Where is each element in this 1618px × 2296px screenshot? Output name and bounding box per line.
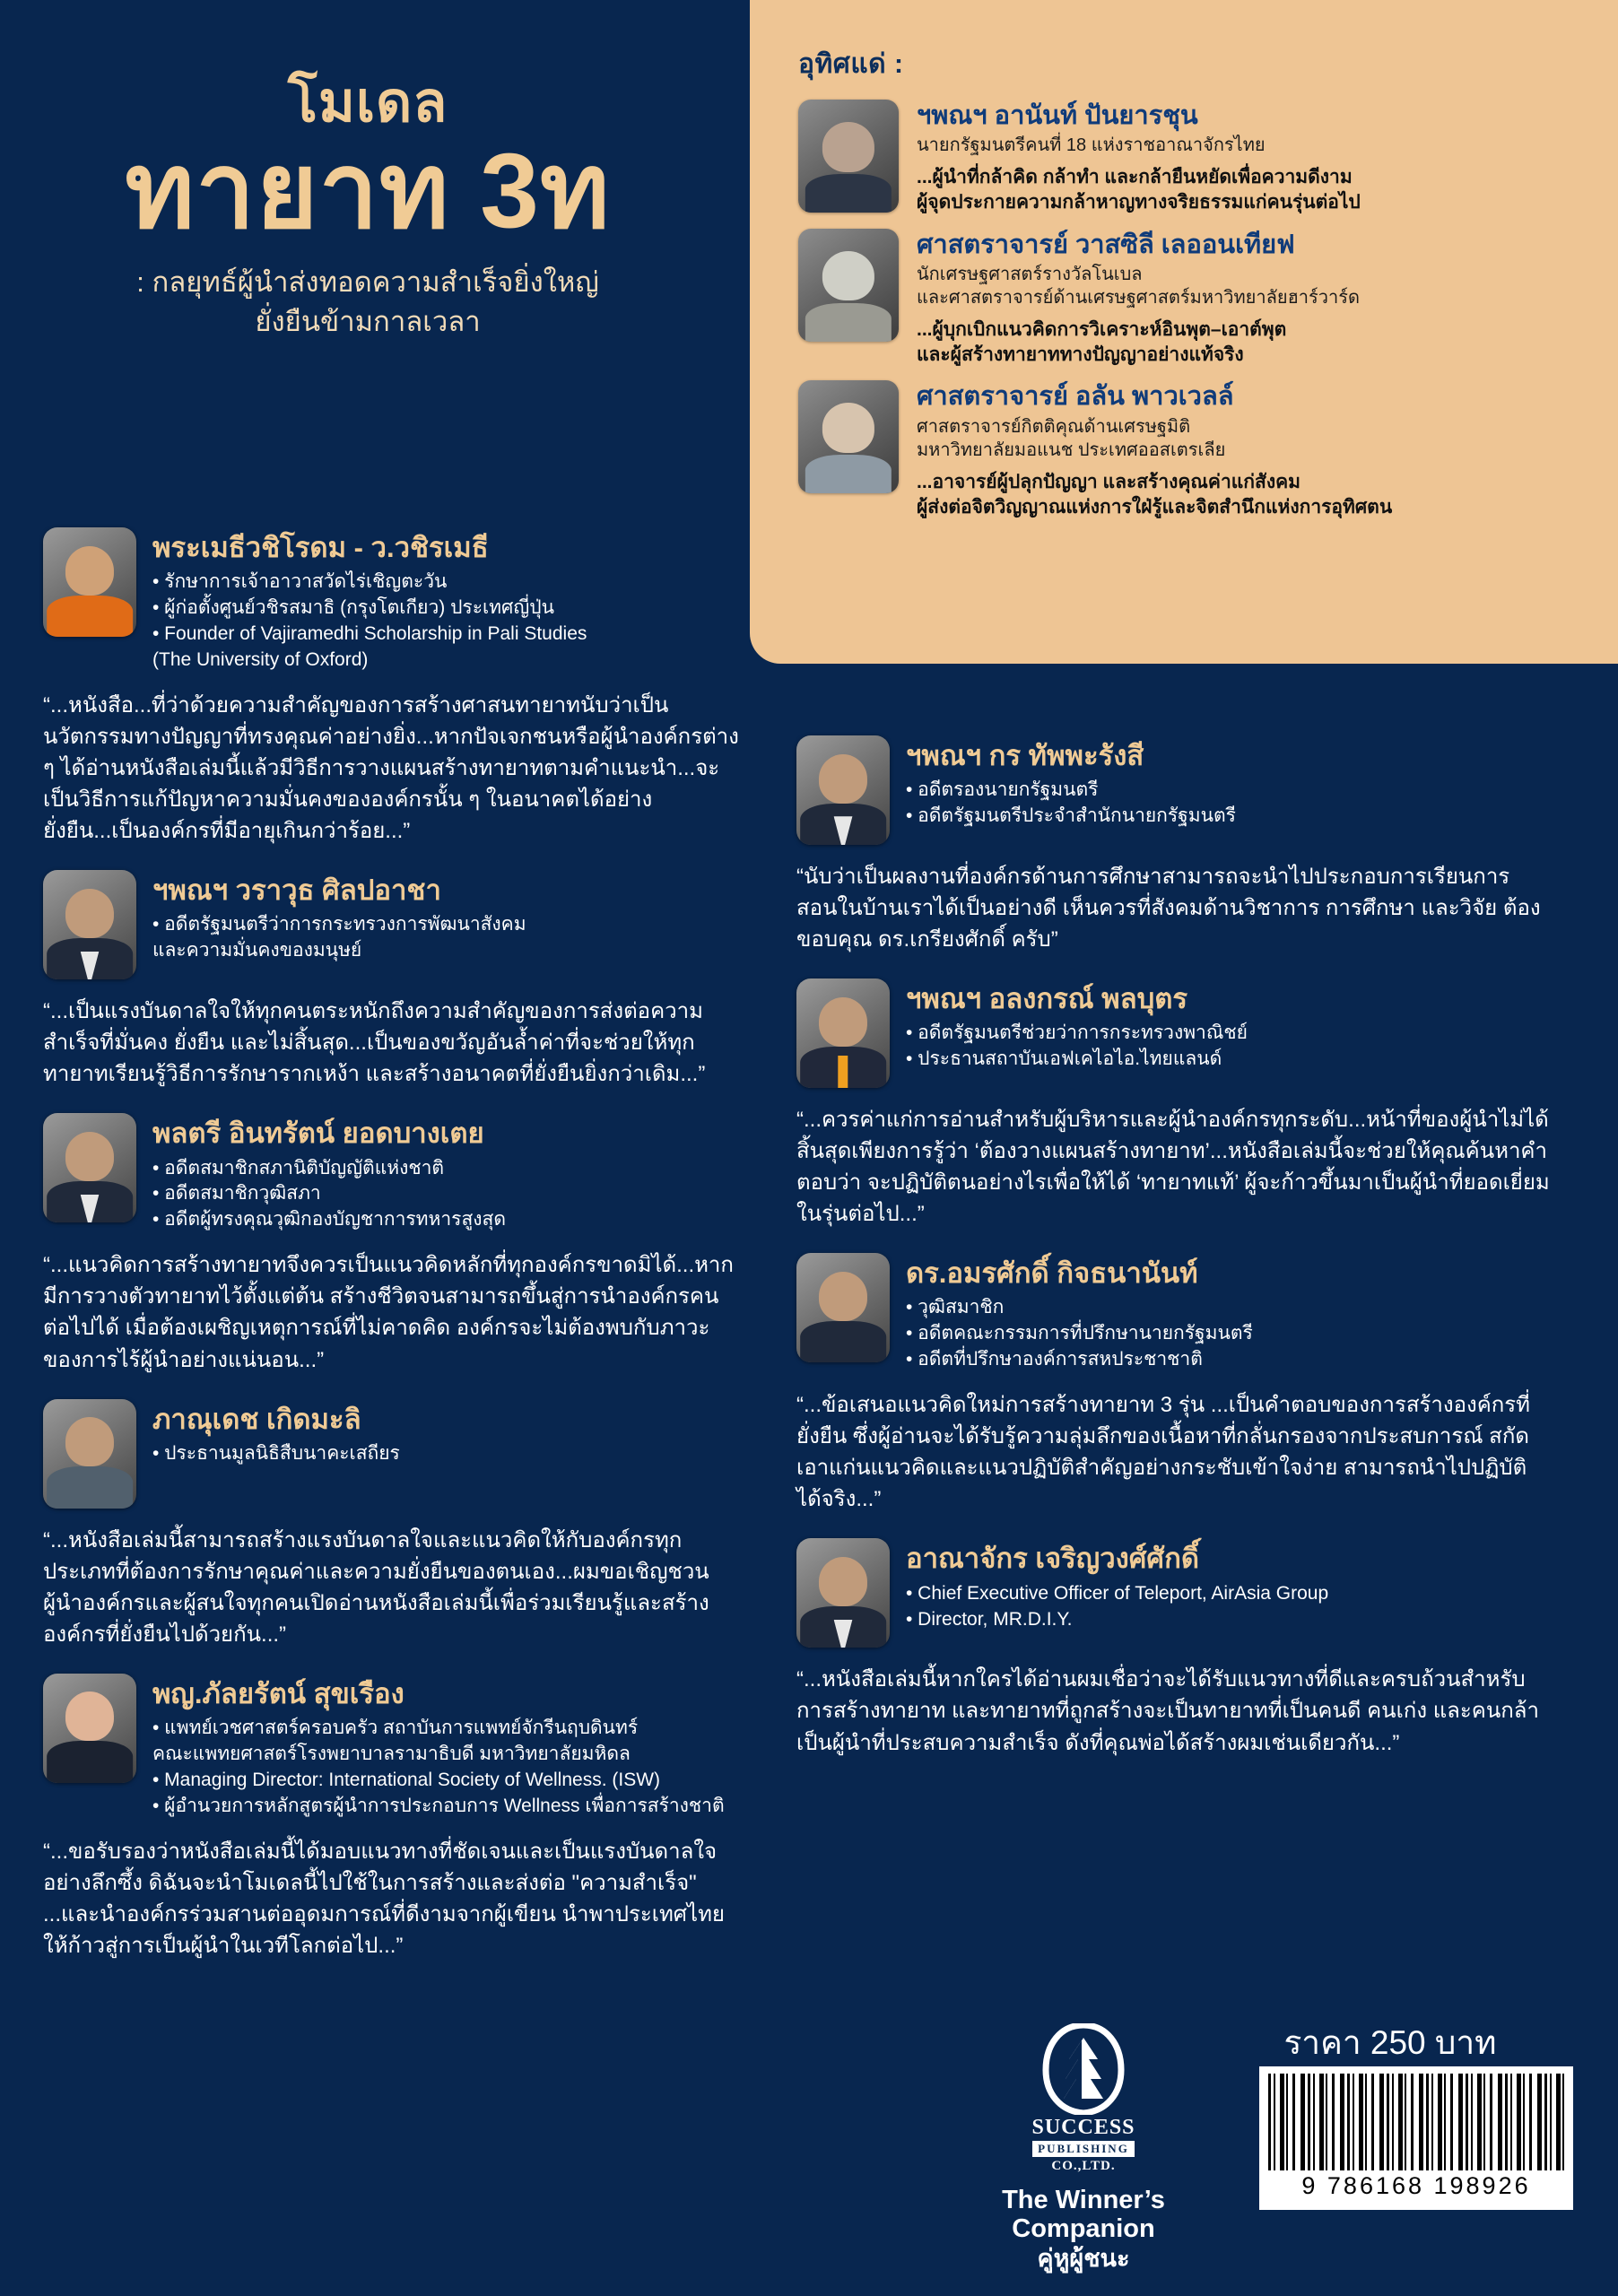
testimonial-header (43, 1113, 743, 1233)
portrait-panudej-photo (43, 1399, 136, 1509)
testimonial-role-line: คณะแพทยศาสตร์โรงพยาบาลรามาธิบดี มหาวิทยาลัยมหิดล (152, 1743, 631, 1764)
testimonial-item (796, 735, 1550, 955)
isbn-barcode (1259, 2066, 1573, 2210)
testimonial-item (796, 978, 1550, 1230)
success-tree-logo-icon (1042, 2023, 1125, 2115)
dedication-panel (750, 0, 1618, 664)
portrait-varawut-photo (43, 870, 136, 979)
testimonial-role-line: • อดีตรัฐมนตรีว่าการกระทรวงการพัฒนาสังคม (152, 914, 526, 935)
publisher-logo (949, 2023, 1218, 2273)
portrait-head-shape (65, 1417, 114, 1466)
title-block (0, 72, 735, 342)
dedication-entry (798, 229, 1582, 369)
testimonial-name: พลตรี อินทรัตน์ ยอดบางเตย (152, 1118, 484, 1150)
publisher-sublabel: PUBLISHING (1032, 2141, 1135, 2157)
dedication-entry-name: ฯพณฯ อานันท์ ปันยารชุน (917, 101, 1198, 130)
testimonial-role-line: • อดีตรองนายกรัฐมนตรี (906, 779, 1099, 801)
testimonial-name: พญ.ภัลยรัตน์ สุขเรือง (152, 1677, 404, 1709)
testimonial-name: ฯพณฯ กร ทัพพะรังสี (906, 740, 1144, 771)
testimonial-roles (152, 1716, 743, 1820)
dedication-entry-quote (917, 165, 1582, 215)
testimonial-role-line: (The University of Oxford) (152, 649, 369, 671)
testimonial-quote: “นับว่าเป็นผลงานที่องค์กรด้านการศึกษาสามารถจะนำไปประกอบการเรียนการสอนในบ้านเราได้เป็นอย่างดี เห็นควรที่สังคมด้านวิชาการ การศึกษา และวิจัย ต้องขอบคุณ ดร.เกรียงศักดิ์ ครับ” (796, 865, 1541, 952)
dedication-entry-role (917, 263, 1582, 309)
portrait-anajak-photo (796, 1538, 890, 1648)
portrait-head-shape (65, 1132, 114, 1181)
dedication-heading: อุทิศแด่ : (798, 49, 904, 79)
testimonial-info (906, 735, 1550, 830)
title-subtitle (0, 263, 735, 342)
testimonial-info (152, 527, 743, 674)
portrait-head-shape (819, 754, 867, 804)
testimonial-quote: “...ขอรับรองว่าหนังสือเล่มนี้ได้มอบแนวทางที่ชัดเจนและเป็นแรงบันดาลใจอย่างลึกซึ้ง ดิฉันจะนำโมเดลนี้ไปใช้ในการสร้างและส่งต่อ "ความสำเร็จ" ...และนำองค์กรร่วมสานต่ออุดมการณ์ที่ดีงามจากผู้เขียน นำพาประเทศไทยให้ก้าวสู่การเป็นผู้นำในเวทีโลกต่อไป...” (43, 1839, 725, 1958)
publisher-name: SUCCESS (1031, 2116, 1135, 2139)
portrait-intarat-photo (43, 1113, 136, 1222)
portrait-amornsak-photo (796, 1253, 890, 1362)
testimonial-role-line: • Managing Director: International Society of Wellness. (ISW) (152, 1769, 661, 1790)
testimonial-name: ภาณุเดช เกิดมะลิ (152, 1403, 361, 1435)
testimonial-item (43, 527, 743, 847)
portrait-head-shape (822, 403, 874, 452)
testimonial-name: พระเมธีวชิโรดม - ว.วชิรเมธี (152, 532, 489, 563)
dedication-entry-role: นายกรัฐมนตรีคนที่ 18 แห่งราชอาณาจักรไทย (917, 135, 1266, 156)
portrait-body-shape (805, 174, 892, 213)
testimonial-info (152, 1674, 743, 1820)
publisher-company-suffix: CO.,LTD. (1051, 2159, 1116, 2174)
dedication-entry-quote (917, 317, 1582, 368)
portrait-head-shape (65, 546, 114, 596)
portrait-body-shape (47, 596, 133, 637)
testimonial-roles (906, 1295, 1550, 1373)
testimonial-roles (906, 1581, 1550, 1633)
testimonial-role-line: • อดีตสมาชิกสภานิติบัญญัติแห่งชาติ (152, 1157, 445, 1178)
dedication-quote-line: ...ผู้บุกเบิกแนวคิดการวิเคราะห์อินพุต–เอาต์พุต (917, 318, 1287, 340)
portrait-body-shape (805, 455, 892, 493)
footer (796, 2016, 1586, 2272)
testimonial-item (796, 1253, 1550, 1515)
testimonial-header (796, 1538, 1550, 1648)
portrait-palayarat-photo (43, 1674, 136, 1783)
testimonial-name: ฯพณฯ วราวุธ ศิลปอาชา (152, 874, 441, 907)
testimonial-role-line: • Chief Executive Officer of Teleport, AirAsia Group (906, 1582, 1329, 1604)
testimonial-info (906, 978, 1550, 1073)
testimonial-name: ฯพณฯ อลงกรณ์ พลบุตร (906, 983, 1188, 1015)
portrait-head-shape (822, 251, 874, 300)
testimonial-item (43, 1674, 743, 1961)
testimonial-name: ดร.อมรศักดิ์ กิจธนานันท์ (906, 1257, 1198, 1290)
testimonial-role-line: • Director, MR.D.I.Y. (906, 1608, 1073, 1630)
barcode-bars (1268, 2074, 1564, 2170)
testimonial-info (906, 1253, 1550, 1373)
testimonial-role-line: • ผู้ก่อตั้งศูนย์วชิรสมาธิ (กรุงโตเกียว) ประเทศญี่ปุ่น (152, 597, 554, 619)
testimonial-column-left (43, 527, 743, 1985)
dedication-entry-text (917, 229, 1582, 369)
portrait-alongkorn-photo (796, 978, 890, 1088)
testimonial-header (796, 978, 1550, 1088)
dedication-quote-line: ...ผู้นำที่กล้าคิด กล้าทำ และกล้ายืนหยัดเพื่อความดีงาม (917, 167, 1353, 188)
portrait-monk-photo (43, 527, 136, 637)
dedication-quote-line: ผู้จุดประกายความกล้าหาญทางจริยธรรมแก่คนรุ่นต่อไป (917, 192, 1361, 213)
testimonial-role-line: • ประธานมูลนิธิสืบนาคะเสถียร (152, 1442, 400, 1464)
testimonial-name: อาณาจักร เจริญวงศ์ศักดิ์ (906, 1543, 1200, 1575)
portrait-body-shape (800, 1321, 886, 1362)
portrait-head-shape (819, 997, 867, 1047)
dedication-entry-name: ศาสตราจารย์ วาสซิลี เลออนเทียฟ (917, 230, 1295, 259)
title-subtitle-line2: ยั่งยืนข้ามกาลเวลา (255, 306, 481, 338)
portrait-korn-photo (796, 735, 890, 845)
dedication-role-line: นักเศรษฐศาสตร์รางวัลโนเบล (917, 264, 1143, 284)
testimonial-role-line: • อดีตสมาชิกวุฒิสภา (152, 1183, 321, 1205)
portrait-head-shape (819, 1272, 867, 1321)
testimonial-quote: “...หนังสือเล่มนี้สามารถสร้างแรงบันดาลใจและแนวคิดให้กับองค์กรทุกประเภทที่ต้องการรักษาคุณค่าและความยั่งยืนของตนเอง...ผมขอเชิญชวนผู้นำองค์กรและผู้สนใจทุกคนเปิดอ่านหนังสือเล่มนี้เพื่อร่วมเรียนรู้และสร้างองค์กรที่ยั่งยืนไปด้วยกัน...” (43, 1527, 709, 1647)
testimonial-info (906, 1538, 1550, 1632)
testimonial-quote: “...เป็นแรงบันดาลใจให้ทุกคนตระหนักถึงความสำคัญของการส่งต่อความสำเร็จที่มั่นคง ยั่งยืน และไม่สิ้นสุด...เป็นของขวัญอันล้ำค่าที่จะช่วยให้ทุกทายาทเรียนรู้วิธีการรักษารากเหง้า และสร้างอนาคตที่ยั่งยืนยิ่งกว่าเดิม...” (43, 999, 706, 1087)
testimonial-header (796, 1253, 1550, 1373)
dedication-entry-name: ศาสตราจารย์ อลัน พาวเวลล์ (917, 382, 1234, 412)
dedication-entry (798, 380, 1582, 520)
tagline-english: The Winner’s Companion (1002, 2186, 1165, 2244)
dedication-entry-quote (917, 470, 1582, 520)
testimonial-role-line: • แพทย์เวชศาสตร์ครอบครัว สถาบันการแพทย์จักรีนฤบดินทร์ (152, 1717, 639, 1738)
testimonial-roles (906, 1021, 1550, 1073)
testimonial-header (796, 735, 1550, 845)
testimonial-role-line: • อดีตรัฐมนตรีประจำสำนักนายกรัฐมนตรี (906, 805, 1236, 827)
testimonial-roles (906, 778, 1550, 830)
testimonial-role-line: • ผู้อำนวยการหลักสูตรผู้นำการประกอบการ Wellness เพื่อการสร้างชาติ (152, 1795, 725, 1816)
tagline-thai: คู่หูผู้ชนะ (1037, 2244, 1130, 2272)
testimonial-header (43, 527, 743, 674)
portrait-head-shape (65, 1692, 114, 1741)
testimonial-header (43, 1674, 743, 1820)
dedication-entry-role (917, 415, 1582, 462)
page-title: ทายาท 3ท (125, 132, 611, 250)
testimonial-item (43, 1399, 743, 1650)
dedication-entry-text (917, 100, 1582, 216)
dedication-quote-line: และผู้สร้างทายาททางปัญญาอย่างแท้จริง (917, 344, 1244, 366)
testimonial-info (152, 870, 743, 964)
testimonial-quote: “...ข้อเสนอแนวคิดใหม่การสร้างทายาท 3 รุ่น ...เป็นคำตอบของการสร้างองค์กรที่ยั่งยืน ซึ่งผู้อ่านจะได้รับรู้ความลุ่มลึกของเนื้อหาที่กลั่นกรองจากประสบการณ์ สกัดเอาแก่นแนวคิดและแนวปฏิบัติสำคัญอย่างกระชับเข้าใจง่าย สามารถนำไปปฏิบัติได้จริง...” (796, 1393, 1530, 1512)
testimonial-role-line: • ประธานสถาบันเอฟเคไอไอ.ไทยแลนด์ (906, 1048, 1222, 1070)
testimonial-role-line: • อดีตรัฐมนตรีช่วยว่าการกระทรวงพาณิชย์ (906, 1022, 1248, 1044)
testimonial-role-line: • อดีตผู้ทรงคุณวุฒิกองบัญชาการทหารสูงสุด (152, 1209, 506, 1231)
testimonial-quote: “...ควรค่าแก่การอ่านสำหรับผู้บริหารและผู้นำองค์กรทุกระดับ...หน้าที่ของผู้นำไม่ได้สิ้นสุดเพียงการรู้ว่า ‘ต้องวางแผนสร้างทายาท’...หนังสือเล่มนี้จะช่วยให้คุณค้นหาคำตอบว่า จะปฏิบัติตนอย่างไรเพื่อให้ได้ ‘ทายาทแท้’ ผู้จะก้าวขึ้นมาเป็นผู้นำที่ยอดเยี่ยมในรุ่นต่อไป...” (796, 1108, 1550, 1227)
portrait-body-shape (805, 303, 892, 342)
title-kicker: โมเดล (287, 72, 448, 134)
testimonial-roles (152, 570, 743, 674)
dedication-entry-text (917, 380, 1582, 520)
testimonial-roles (152, 912, 743, 964)
testimonial-role-line: และความมั่นคงของมนุษย์ (152, 940, 362, 961)
portrait-head-shape (65, 889, 114, 938)
testimonial-item (43, 1113, 743, 1375)
dedication-quote-line: ผู้ส่งต่อจิตวิญญาณแห่งการใฝ่รู้และจิตสำนึกแห่งการอุทิศตน (917, 496, 1393, 517)
testimonial-quote: “...หนังสือเล่มนี้หากใครได้อ่านผมเชื่อว่าจะได้รับแนวทางที่ดีและครบถ้วนสำหรับการสร้างทายาท และทายาทที่ถูกสร้างจะเป็นทายาทที่เป็นคนดี คนเก่ง และคนกล้า เป็นผู้นำที่ประสบความสำเร็จ ดังที่คุณพ่อได้สร้างผมเช่นเดียวกัน...” (796, 1667, 1539, 1755)
dedication-role-line: ศาสตราจารย์กิตติคุณด้านเศรษฐมิติ (917, 416, 1191, 437)
dedication-entry (798, 100, 1582, 216)
testimonial-quote: “...หนังสือ...ที่ว่าด้วยความสำคัญของการสร้างศาสนทายาทนับว่าเป็นนวัตกรรมทางปัญญาที่ทรงคุณค่าอย่างยิ่ง...หากปัจเจกชนหรือผู้นำองค์กรต่าง ๆ ได้อ่านหนังสือเล่มนี้แล้วมีวิธีการวางแผนสร้างทายาทตามคำแนะนำ...จะเป็นวิธีการแก้ปัญหาความมั่นคงขององค์กรนั้น ๆ ในอนาคตได้อย่างยั่งยืน...เป็นองค์กรที่มีอายุเกินกว่าร้อย...” (43, 693, 739, 844)
testimonial-info (152, 1113, 743, 1233)
testimonial-quote: “...แนวคิดการสร้างทายาทจึงควรเป็นแนวคิดหลักที่ทุกองค์กรขาดมิได้...หากมีการวางตัวทายาทไว้ตั้งแต่ต้น สร้างชีวิตจนสามารถขึ้นสู่การนำองค์กรคนต่อไปได้ เมื่อต้องเผชิญเหตุการณ์ที่ไม่คาดคิด องค์กรจะไม่ต้องพบกับภาวะของการไร้ผู้นำอย่างแน่นอน...” (43, 1253, 734, 1372)
testimonial-role-line: • Founder of Vajiramedhi Scholarship in Pali Studies (152, 623, 587, 645)
portrait-head-shape (819, 1557, 867, 1606)
portrait-anand-photo (798, 100, 899, 213)
portrait-body-shape (47, 1466, 133, 1508)
testimonial-role-line: • อดีตที่ปรึกษาองค์การสหประชาชาติ (906, 1349, 1203, 1370)
testimonial-column-right (796, 735, 1550, 1782)
dedication-quote-line: ...อาจารย์ผู้ปลุกปัญญา และสร้างคุณค่าแก่สังคม (917, 471, 1300, 492)
testimonial-info (152, 1399, 743, 1467)
portrait-body-shape (47, 1741, 133, 1782)
dedication-role-line: และศาสตราจารย์ด้านเศรษฐศาสตร์มหาวิทยาลัยฮาร์วาร์ด (917, 287, 1360, 308)
portrait-head-shape (822, 122, 874, 171)
testimonial-item (796, 1538, 1550, 1758)
testimonial-header (43, 870, 743, 979)
portrait-leontief-photo (798, 229, 899, 342)
portrait-powell-photo (798, 380, 899, 493)
testimonial-header (43, 1399, 743, 1509)
testimonial-role-line: • อดีตคณะกรรมการที่ปรึกษานายกรัฐมนตรี (906, 1323, 1253, 1344)
testimonial-role-line: • วุฒิสมาชิก (906, 1297, 1005, 1318)
testimonial-roles (152, 1156, 743, 1234)
dedication-role-line: มหาวิทยาลัยมอแนช ประเทศออสเตรเลีย (917, 439, 1226, 460)
portrait-tie-shape (838, 1056, 848, 1089)
testimonial-item (43, 870, 743, 1090)
barcode-number: 9 786168 198926 (1301, 2172, 1531, 2199)
testimonial-roles (152, 1441, 743, 1467)
price-label: ราคา 250 บาท (1283, 2024, 1497, 2061)
testimonial-role-line: • รักษาการเจ้าอาวาสวัดไร่เชิญตะวัน (152, 571, 448, 593)
title-subtitle-line1: : กลยุทธ์ผู้นำส่งทอดความสำเร็จยิ่งใหญ่ (136, 266, 599, 299)
